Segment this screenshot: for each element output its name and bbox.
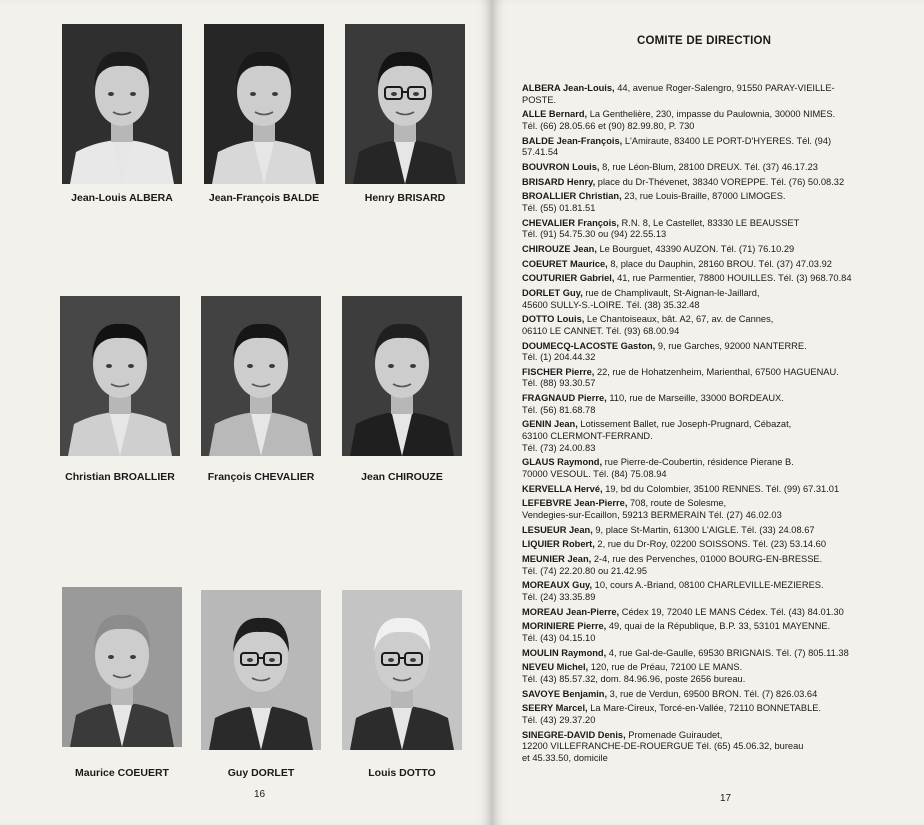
entry-address: 2, rue du Dr-Roy, 02200 SOISSONS. Tél. (23) 53.14.60: [597, 539, 826, 550]
entry-address: Lotissement Ballet, rue Joseph-Prugnard, Cébazat,: [580, 419, 792, 430]
entry-line: [522, 580, 922, 592]
entry-line: [522, 259, 922, 271]
portrait-caption: Jean-Louis ALBERA: [71, 192, 173, 204]
entry-line: 06110 LE CANNET. Tél. (93) 68.00.94: [522, 325, 680, 336]
entry-name: BROALLIER Christian,: [522, 191, 622, 202]
entry-line: [522, 621, 922, 633]
entry-line: Tél. (88) 93.30.57: [522, 378, 596, 389]
entry-line: [522, 648, 922, 660]
portrait-caption: François CHEVALIER: [207, 471, 315, 483]
directory-entry: [522, 244, 922, 256]
entry-name: LESUEUR Jean,: [522, 524, 593, 535]
entry-name: BALDE Jean-François,: [522, 135, 623, 146]
entry-name: MOREAUX Guy,: [522, 580, 593, 591]
directory-entry: [522, 539, 922, 551]
entry-line: Tél. (1) 204.44.32: [522, 352, 596, 363]
entry-address: rue Pierre-de-Coubertin, résidence Pierane B.: [604, 457, 794, 468]
entry-address: 8, rue Léon-Blum, 28100 DREUX. Tél. (37) 46.17.23: [602, 161, 818, 172]
page-number-right: 17: [720, 793, 732, 804]
entry-name: ALLE Bernard,: [522, 109, 588, 120]
entry-line: [522, 419, 922, 431]
entry-line: [522, 607, 922, 619]
entry-line: Tél. (74) 22.20.80 ou 21.42.95: [522, 565, 648, 576]
right-page: [492, 0, 924, 825]
entry-line: [522, 314, 922, 326]
entry-name: FISCHER Pierre,: [522, 366, 595, 377]
entry-line: 70000 VESOUL. Tél. (84) 75.08.94: [522, 468, 667, 479]
directory-entry: [522, 314, 922, 337]
directory-entry: [522, 273, 922, 285]
entry-name: MOREAU Jean-Pierre,: [522, 606, 620, 617]
directory-entry: [522, 457, 922, 480]
entry-line: [522, 244, 922, 256]
portrait-caption: Christian BROALLIER: [65, 471, 175, 483]
portrait-caption: Jean-François BALDE: [208, 192, 320, 204]
directory-entry: [522, 703, 922, 726]
directory-entry: [522, 191, 922, 214]
entry-name: LEFEBVRE Jean-Pierre,: [522, 498, 628, 509]
entry-name: COEURET Maurice,: [522, 258, 608, 269]
entry-line: [522, 393, 922, 405]
entry-line: [522, 288, 922, 300]
entry-line: [522, 109, 922, 121]
directory-entry: [522, 621, 922, 644]
entry-address: 22, rue de Hohatzenheim, Marienthal, 67500 HAGUENAU.: [596, 366, 839, 377]
entry-address: La Mare-Cireux, Torcé-en-Vallée, 72110 BONNETABLE.: [590, 703, 822, 714]
directory-entry: [522, 259, 922, 271]
entry-name: DOTTO Louis,: [522, 314, 585, 325]
portrait-photo: [60, 296, 180, 456]
portrait-photo: [345, 24, 465, 184]
entry-name: LIQUIER Robert,: [522, 539, 595, 550]
entry-address: 3, rue de Verdun, 69500 BRON. Tél. (7) 826.03.64: [609, 688, 818, 699]
directory-entry: [522, 730, 922, 765]
entry-line: [522, 703, 922, 715]
directory-entry: [522, 288, 922, 311]
entry-name: ALBERA Jean-Louis,: [522, 83, 615, 93]
entry-line: [522, 662, 922, 674]
entry-name: GLAUS Raymond,: [522, 457, 603, 468]
entry-line: 12200 VILLEFRANCHE-DE-ROUERGUE Tél. (65) 45.06.32, bureau: [522, 741, 804, 752]
entry-line: Tél. (55) 01.81.51: [522, 202, 596, 213]
directory-entry: [522, 419, 922, 454]
entry-address: L'Amiraute, 83400 LE PORT-D'HYERES. Tél. (94): [624, 135, 832, 146]
directory-entry: [522, 218, 922, 241]
entry-line: [522, 218, 922, 230]
entry-name: DORLET Guy,: [522, 288, 583, 299]
directory-entry: [522, 367, 922, 390]
entry-name: COUTURIER Gabriel,: [522, 273, 615, 284]
entry-name: CHIROUZE Jean,: [522, 243, 597, 254]
entry-address: 23, rue Louis-Braille, 87000 LIMOGES.: [624, 191, 786, 202]
entry-address: 44, avenue Roger-Salengro, 91550 PARAY-VIEILLE-: [617, 83, 835, 93]
portrait-caption: Maurice COEUERT: [75, 767, 169, 779]
entry-address: 120, rue de Préau, 72100 LE MANS.: [590, 662, 743, 673]
entry-address: 2-4, rue des Pervenches, 01000 BOURG-EN-BRESSE.: [593, 554, 823, 565]
portrait-photo: [204, 24, 324, 184]
entry-address: 4, rue Gal-de-Gaulle, 69530 BRIGNAIS. Tél. (7) 805.11.38: [608, 647, 849, 658]
entry-line: Tél. (43) 04.15.10: [522, 632, 596, 643]
entry-address: Cédex 19, 72040 LE MANS Cédex. Tél. (43) 84.01.30: [621, 606, 844, 617]
entry-name: MORINIERE Pierre,: [522, 621, 607, 632]
entry-line: [522, 136, 922, 148]
directory-entry: [522, 162, 922, 174]
directory-list: [522, 83, 922, 768]
portrait-photo: [342, 296, 462, 456]
entry-name: BRISARD Henry,: [522, 176, 596, 187]
portrait-photo: [62, 24, 182, 184]
entry-name: DOUMECQ-LACOSTE Gaston,: [522, 340, 656, 351]
entry-line: [522, 83, 922, 95]
directory-entry: [522, 648, 922, 660]
entry-line: [522, 525, 922, 537]
entry-name: SINEGRE-DAVID Denis,: [522, 729, 626, 740]
entry-name: GENIN Jean,: [522, 419, 578, 430]
entry-line: [522, 484, 922, 496]
portrait-caption: Henry BRISARD: [364, 192, 446, 204]
entry-line: [522, 273, 922, 285]
entry-line: 57.41.54: [522, 147, 559, 158]
entry-line: Tél. (56) 81.68.78: [522, 404, 596, 415]
entry-address: place du Dr-Thévenet, 38340 VOREPPE. Tél. (76) 50.08.32: [597, 176, 845, 187]
entry-name: NEVEU Michel,: [522, 662, 589, 673]
entry-address: La Genthelière, 230, impasse du Paulownia, 30000 NIMES.: [589, 109, 836, 120]
entry-name: MEUNIER Jean,: [522, 554, 592, 565]
entry-line: 45600 SULLY-S.-LOIRE. Tél. (38) 35.32.48: [522, 299, 700, 310]
entry-line: Tél. (43) 85.57.32, dom. 84.96.96, poste 2656 bureau.: [522, 673, 746, 684]
directory-entry: [522, 341, 922, 364]
entry-address: rue de Champlivault, St-Aignan-le-Jaillard,: [585, 288, 760, 299]
portrait-photo: [201, 590, 321, 750]
entry-name: SAVOYE Benjamin,: [522, 688, 608, 699]
entry-line: [522, 341, 922, 353]
entry-address: 9, place St-Martin, 61300 L'AIGLE. Tél. (33) 24.08.67: [595, 524, 815, 535]
entry-line: et 45.33.50, domicile: [522, 752, 608, 763]
portrait-caption: Louis DOTTO: [368, 767, 436, 779]
entry-line: [522, 689, 922, 701]
entry-line: Tél. (24) 33.35.89: [522, 591, 596, 602]
entry-address: 8, place du Dauphin, 28160 BROU. Tél. (37) 47.03.92: [610, 258, 832, 269]
entry-line: [522, 730, 922, 742]
directory-entry: [522, 689, 922, 701]
entry-line: 63100 CLERMONT-FERRAND.: [522, 431, 653, 442]
entry-line: Tél. (73) 24.00.83: [522, 442, 596, 453]
entry-address: 19, bd du Colombier, 35100 RENNES. Tél. (99) 67.31.01: [605, 483, 840, 494]
directory-entry: [522, 554, 922, 577]
directory-entry: [522, 607, 922, 619]
entry-address: Le Bourguet, 43390 AUZON. Tél. (71) 76.10.29: [599, 243, 795, 254]
directory-entry: [522, 662, 922, 685]
directory-entry: [522, 580, 922, 603]
entry-line: Tél. (66) 28.05.66 et (90) 82.99.80, P. 730: [522, 120, 695, 131]
entry-line: [522, 162, 922, 174]
entry-line: Vendegies-sur-Ecaillon, 59213 BERMERAIN Tél. (27) 46.02.03: [522, 509, 782, 520]
entry-line: Tél. (91) 54.75.30 ou (94) 22.55.13: [522, 229, 667, 240]
entry-line: [522, 457, 922, 469]
entry-address: 9, rue Garches, 92000 NANTERRE.: [657, 340, 807, 351]
entry-address: Le Chantoiseaux, bât. A2, 67, av. de Cannes,: [586, 314, 774, 325]
entry-address: 110, rue de Marseille, 33000 BORDEAUX.: [609, 393, 784, 404]
page-number-left: 16: [254, 789, 266, 800]
entry-address: R.N. 8, Le Castellet, 83330 LE BEAUSSET: [621, 217, 800, 228]
entry-name: FRAGNAUD Pierre,: [522, 393, 607, 404]
entry-name: CHEVALIER François,: [522, 217, 619, 228]
directory-entry: [522, 393, 922, 416]
entry-line: [522, 539, 922, 551]
entry-name: MOULIN Raymond,: [522, 647, 607, 658]
portrait-photo: [62, 587, 182, 747]
entry-address: 41, rue Parmentier, 78800 HOUILLES. Tél. (3) 968.70.84: [617, 273, 852, 284]
entry-name: SEERY Marcel,: [522, 703, 588, 714]
entry-line: [522, 191, 922, 203]
entry-address: 49, quai de la République, B.P. 33, 53101 MAYENNE.: [608, 621, 831, 632]
entry-line: POSTE.: [522, 94, 557, 105]
directory-entry: [522, 498, 922, 521]
entry-name: BOUVRON Louis,: [522, 161, 600, 172]
directory-entry: [522, 177, 922, 189]
entry-address: 10, cours A.-Briand, 08100 CHARLEVILLE-MEZIERES.: [594, 580, 824, 591]
entry-line: [522, 554, 922, 566]
entry-line: [522, 177, 922, 189]
directory-entry: [522, 484, 922, 496]
entry-line: Tél. (43) 29.37.20: [522, 714, 596, 725]
portrait-caption: Jean CHIROUZE: [361, 471, 443, 483]
section-heading: COMITE DE DIRECTION: [637, 35, 772, 47]
directory-entry: [522, 83, 922, 106]
directory-entry: [522, 109, 922, 132]
entry-line: [522, 367, 922, 379]
portrait-caption: Guy DORLET: [227, 767, 295, 779]
entry-address: Promenade Guiraudet,: [628, 729, 723, 740]
directory-entry: [522, 525, 922, 537]
portrait-photo: [342, 590, 462, 750]
entry-address: 708, route de Solesme,: [630, 498, 727, 509]
portrait-photo: [201, 296, 321, 456]
entry-line: [522, 498, 922, 510]
entry-name: KERVELLA Hervé,: [522, 483, 603, 494]
directory-entry: [522, 136, 922, 159]
